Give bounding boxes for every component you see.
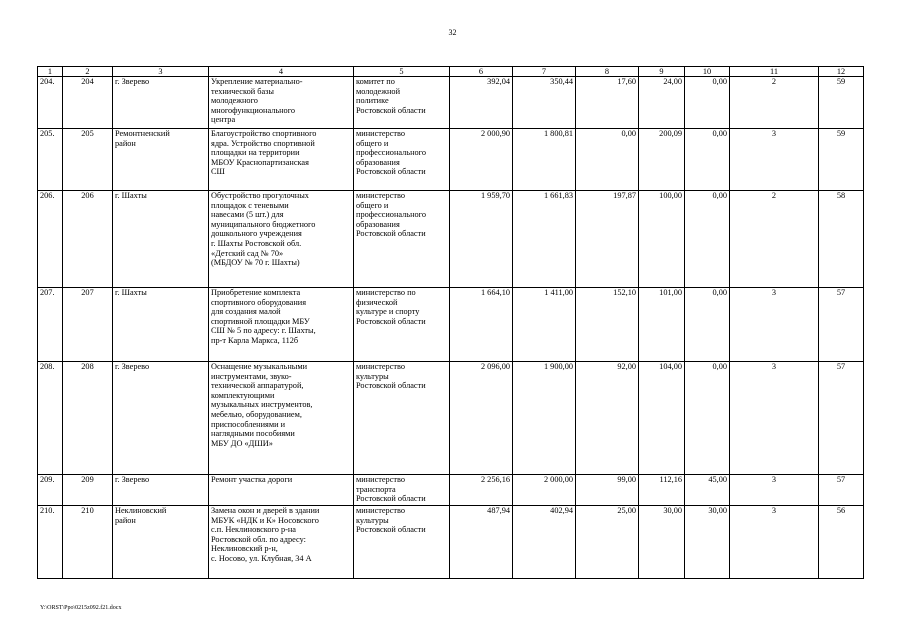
table-cell: 0,00	[576, 129, 639, 191]
column-header: 1	[38, 67, 63, 77]
table-row	[38, 506, 864, 579]
table-cell: 30,00	[639, 506, 685, 579]
column-header: 6	[450, 67, 513, 77]
table-cell: 206.	[38, 191, 63, 288]
column-header: 3	[113, 67, 209, 77]
file-path-footer: Y:\ORST\Ppo\0215z092.f21.docx	[40, 605, 122, 611]
table-cell: комитет по молодежной политике Ростовской области	[354, 77, 450, 129]
column-header: 4	[209, 67, 354, 77]
table-cell: 59	[819, 77, 864, 129]
table-cell: министерство культуры Ростовской области	[354, 506, 450, 579]
table-cell: 1 800,81	[513, 129, 576, 191]
table-cell: 350,44	[513, 77, 576, 129]
table-cell: 25,00	[576, 506, 639, 579]
data-table	[37, 66, 864, 579]
column-header: 10	[685, 67, 730, 77]
column-header: 11	[730, 67, 819, 77]
table-cell: 1 900,00	[513, 362, 576, 475]
table-cell: г. Зверево	[113, 475, 209, 506]
table-cell: Оснащение музыкальными инструментами, звуко- технической аппаратурой, комплектующими музыкальных инструментов, мебелью, оборудованием, приспособлениями и наглядными пособиями МБУ ДО «ДШИ»	[209, 362, 354, 475]
table-row	[38, 475, 864, 506]
table-cell: 2 096,00	[450, 362, 513, 475]
table-cell: 0,00	[685, 77, 730, 129]
table-cell: 152,10	[576, 288, 639, 362]
column-header: 7	[513, 67, 576, 77]
table-cell: министерство транспорта Ростовской области	[354, 475, 450, 506]
table-cell: 2 256,16	[450, 475, 513, 506]
table-cell: Ремонт участка дороги	[209, 475, 354, 506]
table-row	[38, 191, 864, 288]
column-header: 8	[576, 67, 639, 77]
table-cell: 1 664,10	[450, 288, 513, 362]
table-cell: 1 959,70	[450, 191, 513, 288]
table-cell: 2 000,00	[513, 475, 576, 506]
table-cell: 197,87	[576, 191, 639, 288]
table-cell: 24,00	[639, 77, 685, 129]
table-cell: 0,00	[685, 362, 730, 475]
table-cell: 209.	[38, 475, 63, 506]
table-cell: 100,00	[639, 191, 685, 288]
table-cell: 3	[730, 288, 819, 362]
table-cell: 57	[819, 288, 864, 362]
table-cell: 58	[819, 191, 864, 288]
table-cell: 2 000,90	[450, 129, 513, 191]
table-cell: Обустройство прогулочных площадок с теневыми навесами (5 шт.) для муниципального бюджетного дошкольного учреждения г. Шахты Ростовской обл. «Детский сад № 70» (МБДОУ № 70 г. Шахты)	[209, 191, 354, 288]
table-cell: Приобретение комплекта спортивного оборудования для создания малой спортивной площадки МБУ СШ № 5 по адресу: г. Шахты, пр-т Карла Маркса, 112б	[209, 288, 354, 362]
table-cell: г. Зверево	[113, 77, 209, 129]
page-number: 32	[448, 28, 457, 37]
table-cell: министерство культуры Ростовской области	[354, 362, 450, 475]
table-cell: 1 661,83	[513, 191, 576, 288]
table-cell: 101,00	[639, 288, 685, 362]
table-cell: 92,00	[576, 362, 639, 475]
table-cell: 99,00	[576, 475, 639, 506]
table-header-row	[38, 67, 864, 77]
table-cell: 30,00	[685, 506, 730, 579]
table-cell: 210	[63, 506, 113, 579]
table-cell: министерство по физической культуре и спорту Ростовской области	[354, 288, 450, 362]
table-cell: 208	[63, 362, 113, 475]
column-header: 2	[63, 67, 113, 77]
table-cell: 209	[63, 475, 113, 506]
column-header: 12	[819, 67, 864, 77]
table-cell: 402,94	[513, 506, 576, 579]
table-row	[38, 77, 864, 129]
table-cell: 57	[819, 362, 864, 475]
table-cell: 205.	[38, 129, 63, 191]
table-row	[38, 129, 864, 191]
table-cell: 204	[63, 77, 113, 129]
column-header: 9	[639, 67, 685, 77]
table-cell: 59	[819, 129, 864, 191]
table-cell: 57	[819, 475, 864, 506]
table-cell: 0,00	[685, 288, 730, 362]
table-cell: министерство общего и профессионального образования Ростовской области	[354, 129, 450, 191]
table-cell: 104,00	[639, 362, 685, 475]
table-cell: 17,60	[576, 77, 639, 129]
table-cell: 112,16	[639, 475, 685, 506]
table-cell: Укрепление материально- технической базы молодежного многофункционального центра	[209, 77, 354, 129]
table-cell: 0,00	[685, 129, 730, 191]
table-cell: 207.	[38, 288, 63, 362]
table-cell: Благоустройство спортивного ядра. Устройство спортивной площадки на территории МБОУ Краснопартизанская СШ	[209, 129, 354, 191]
table-cell: 2	[730, 191, 819, 288]
table-row	[38, 288, 864, 362]
table-cell: 45,00	[685, 475, 730, 506]
table-cell: 56	[819, 506, 864, 579]
table-cell: 204.	[38, 77, 63, 129]
table-cell: 0,00	[685, 191, 730, 288]
table-cell: 200,09	[639, 129, 685, 191]
table-cell: 207	[63, 288, 113, 362]
table-cell: министерство общего и профессионального образования Ростовской области	[354, 191, 450, 288]
table-cell: 1 411,00	[513, 288, 576, 362]
table-cell: 208.	[38, 362, 63, 475]
table-cell: 3	[730, 506, 819, 579]
table-cell: 487,94	[450, 506, 513, 579]
table-cell: 206	[63, 191, 113, 288]
table-cell: 210.	[38, 506, 63, 579]
column-header: 5	[354, 67, 450, 77]
table-cell: г. Зверево	[113, 362, 209, 475]
table-cell: 2	[730, 77, 819, 129]
table-cell: Замена окон и дверей в здании МБУК «НДК и К» Носовского с.п. Неклиновского р-на Ростовской обл. по адресу: Неклиновский р-н, с. Носово, ул. Клубная, 34 А	[209, 506, 354, 579]
table-cell: 205	[63, 129, 113, 191]
table-cell: 3	[730, 362, 819, 475]
table-cell: 3	[730, 129, 819, 191]
table-cell: 3	[730, 475, 819, 506]
table-row	[38, 362, 864, 475]
table-cell: Неклиновский район	[113, 506, 209, 579]
table-cell: Ремонтненский район	[113, 129, 209, 191]
table-cell: г. Шахты	[113, 288, 209, 362]
table-cell: г. Шахты	[113, 191, 209, 288]
table-cell: 392,04	[450, 77, 513, 129]
